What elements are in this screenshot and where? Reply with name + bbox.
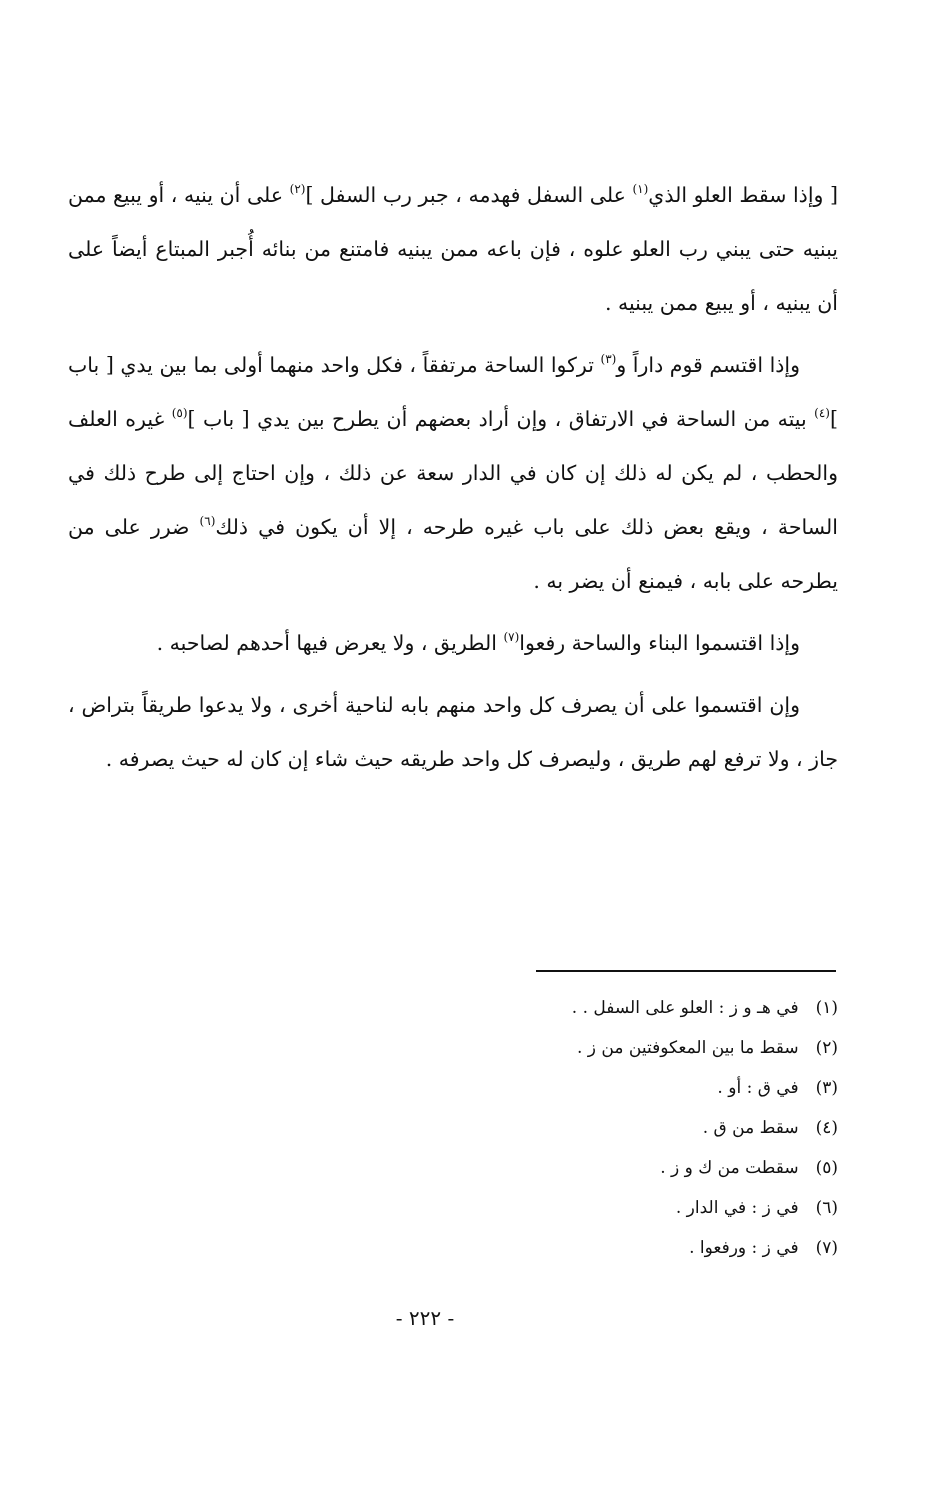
footnote [300, 1068, 838, 1108]
text-run: ضرر على من يطرحه على بابه ، فيمنع أن يضر به . [68, 515, 838, 593]
paragraph [68, 678, 838, 786]
text-run: وإذا اقتسموا البناء والساحة رفعوا [519, 631, 800, 655]
text-run: غيره العلف والحطب ، لم يكن له ذلك إن كان في الدار سعة عن ذلك ، وإن احتاج إلى طرح ذلك في الساحة ، ويقع بعض ذلك على باب غيره طرحه ، إلا أن يكون في ذلك [68, 407, 838, 539]
footnote-number: (١) [815, 998, 838, 1018]
text-run: على أن ينيه ، أو يبيع ممن يبنيه حتى يبني رب العلو علوه ، فإن باعه ممن يبنيه فامتنع من بنائه أُجبر المبتاع أيضاً على أن يبنيه ، أو يبيع ممن يبنيه . [68, 183, 838, 315]
footnote-text: في هـ و ز : العلو على السفل . . [571, 998, 804, 1018]
footnote-number: (٥) [815, 1158, 838, 1178]
footnote-text: سقط من ق . [702, 1118, 804, 1138]
footnote-marker: (٣) [600, 352, 617, 366]
footnote-number: (٢) [815, 1038, 838, 1058]
footnote [300, 1228, 838, 1268]
footnote-marker: (٥) [171, 406, 188, 420]
footnote-marker: (٦) [199, 514, 216, 528]
footnote-number: (٧) [815, 1238, 838, 1258]
paragraph [68, 338, 838, 608]
text-run: على السفل فهدمه ، جبر رب السفل ] [305, 183, 633, 207]
footnote-number: (٣) [815, 1078, 838, 1098]
footnote [300, 988, 838, 1028]
text-run: [ وإذا سقط العلو الذي [648, 183, 838, 207]
footnote-separator [536, 970, 836, 972]
footnote-text: سقطت من ك و ز . [660, 1158, 804, 1178]
text-run: تركوا الساحة مرتفقاً ، فكل واحد منهما أولى بما بين يدي [ باب ] [68, 353, 838, 431]
text-run: بيته من الساحة في الارتفاق ، وإن أراد بعضهم أن يطرح بين يدي [ باب ] [187, 407, 815, 431]
footnote-marker: (٤) [814, 406, 830, 420]
footnote [300, 1188, 838, 1228]
text-run: وإذا اقتسم قوم داراً و [616, 353, 801, 377]
page-number: - ٢٢٢ - [395, 1306, 455, 1330]
footnote-text: في ز : في الدار . [675, 1198, 804, 1218]
paragraph [68, 616, 838, 670]
text-run: الطريق ، ولا يعرض فيها أحدهم لصاحبه . [156, 631, 504, 655]
footnote-number: (٤) [815, 1118, 838, 1138]
footnote-marker: (٧) [503, 630, 520, 644]
footnote-text: في ز : ورفعوا . [689, 1238, 804, 1258]
footnote [300, 1148, 838, 1188]
footnote-number: (٦) [815, 1198, 838, 1218]
text-run: وإن اقتسموا على أن يصرف كل واحد منهم بابه لناحية أخرى ، ولا يدعوا طريقاً بتراض ، جاز ، ولا ترفع لهم طريق ، وليصرف كل واحد طريقه حيث شاء إن كان له حيث يصرفه . [68, 693, 838, 771]
footnote-text: في ق : أو . [717, 1078, 804, 1098]
paragraph [68, 168, 838, 330]
footnote-marker: (١) [632, 182, 649, 196]
body-text [68, 168, 838, 794]
footnote-text: سقط ما بين المعكوفتين من ز . [577, 1038, 804, 1058]
footnote [300, 1108, 838, 1148]
footnote-marker: (٢) [289, 182, 306, 196]
footnotes-list [300, 988, 838, 1268]
footnote [300, 1028, 838, 1068]
